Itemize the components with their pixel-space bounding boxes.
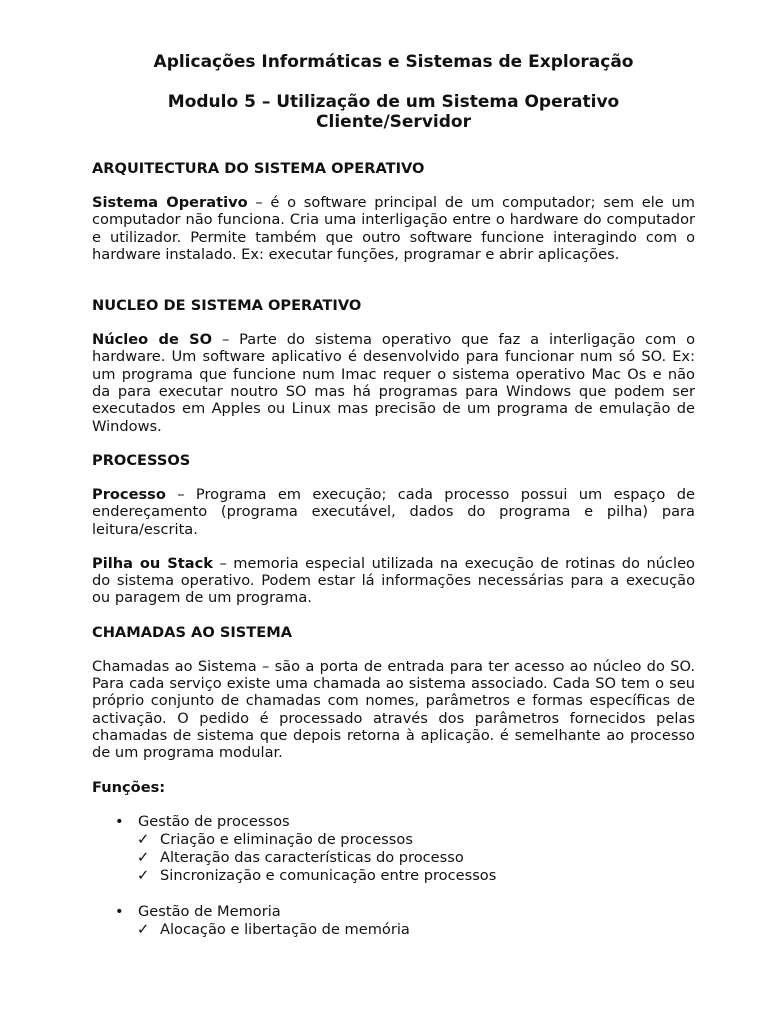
bullet-icon: • — [115, 812, 124, 830]
term-processo: Processo — [92, 485, 166, 503]
section-heading-processos: PROCESSOS — [92, 451, 191, 469]
term-pilha-stack: Pilha ou Stack — [92, 554, 213, 572]
paragraph-text: – Parte do sistema operativo que faz a interligação com o hardware. Um software aplicativo é desenvolvido para funcionar num só SO. Ex: um programa que funcione num Imac requer o sistema operativo Mac Os e não da para executar noutro SO mas há programas para Windows que podem ser executados em Apples ou Linux mas precisão de um programa de emulação de Windows. — [92, 331, 696, 435]
module-title-line-1: Modulo 5 – Utilização de um Sistema Operativo — [167, 92, 620, 112]
module-title-line-2: Cliente/Servidor — [316, 112, 471, 132]
group-label: Gestão de processos — [138, 812, 290, 830]
document-title: Aplicações Informáticas e Sistemas de Exploração — [153, 52, 634, 72]
paragraph-nucleo-so — [92, 331, 695, 435]
group-label: Gestão de Memoria — [138, 902, 281, 920]
section-heading-chamadas: CHAMADAS AO SISTEMA — [92, 623, 293, 641]
checkmark-icon: ✓ — [137, 920, 150, 938]
paragraph-text: – Programa em execução; cada processo possui um espaço de endereçamento (programa executável, dados do programa e pilha) para leitura/escrita. — [92, 485, 695, 538]
term-nucleo-so: Núcleo de SO — [92, 331, 213, 349]
section-heading-nucleo: NUCLEO DE SISTEMA OPERATIVO — [92, 297, 362, 315]
paragraph-pilha-stack — [92, 555, 695, 607]
list-item — [92, 921, 695, 939]
paragraph-chamadas-sistema: Chamadas ao Sistema – são a porta de entrada para ter acesso ao núcleo do SO. Para cada serviço existe uma chamada ao sistema associado. Cada SO tem o seu próprio conjunto de chamadas com nomes, parâmetros e formas específicas de activação. O pedido é processado através dos parâmetros fornecidos pelas chamadas de sistema que depois retorna à aplicação. é semelhante ao processo de um programa modular. — [92, 657, 695, 762]
paragraph-text: – memoria especial utilizada na execução de rotinas do núcleo do sistema operativo. Podem estar lá informações necessárias para a execução ou paragem de um programa. — [92, 554, 695, 607]
list-item — [92, 831, 695, 849]
item-label: Alteração das características do processo — [160, 848, 464, 866]
funcoes-list — [92, 813, 695, 939]
term-sistema-operativo: Sistema Operativo — [92, 194, 248, 211]
checkmark-icon: ✓ — [137, 866, 150, 884]
item-label: Criação e eliminação de processos — [160, 830, 413, 848]
list-item — [92, 813, 695, 831]
paragraph-sistema-operativo — [92, 194, 695, 263]
section-heading-arquitectura: ARQUITECTURA DO SISTEMA OPERATIVO — [92, 160, 425, 177]
checkmark-icon: ✓ — [137, 830, 150, 848]
paragraph-text: – é o software principal de um computador; sem ele um computador não funciona. Cria uma interligação entre o hardware do computador e utilizador. Permite também que outro software funcione interagindo com o hardware instalado. Ex: executar funções, programar e abrir aplicações. — [92, 194, 695, 263]
paragraph-processo — [92, 486, 695, 538]
list-item — [92, 849, 695, 867]
checkmark-icon: ✓ — [137, 848, 150, 866]
item-label: Sincronização e comunicação entre processos — [160, 866, 497, 884]
bullet-icon: • — [115, 902, 124, 920]
item-label: Alocação e libertação de memória — [160, 920, 410, 938]
list-item — [92, 903, 695, 921]
funcoes-heading: Funções: — [92, 778, 166, 796]
list-item — [92, 867, 695, 885]
